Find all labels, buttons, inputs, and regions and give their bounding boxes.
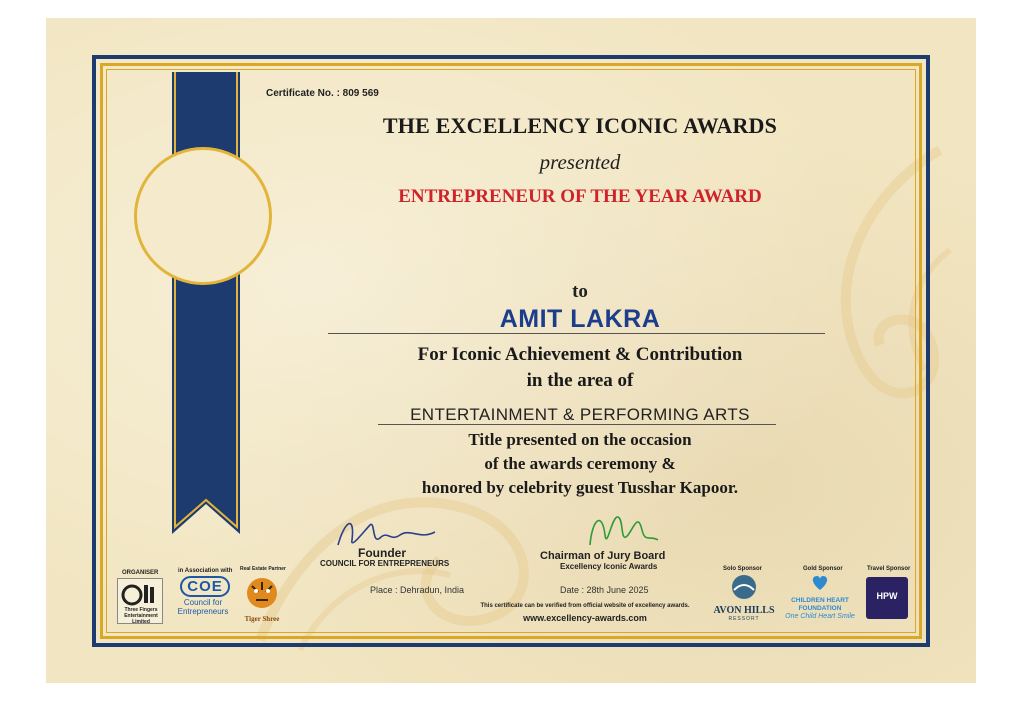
solo-sponsor-label: Solo Sponsor — [723, 566, 762, 572]
association-label: in Association with — [178, 568, 233, 574]
travel-sponsor-label: Travel Sponsor — [867, 566, 911, 572]
achievement-line-1: For Iconic Achievement & Contribution — [417, 344, 743, 365]
place-text: Place : Dehradun, India — [370, 585, 465, 595]
coe-full-name: Council for Entrepreneurs — [177, 598, 229, 616]
coe-short-name: COE — [180, 576, 230, 597]
three-fingers-icon — [118, 581, 162, 607]
hpw-logo — [866, 577, 908, 619]
organiser-label: ORGANISER — [122, 570, 159, 576]
occasion-line-2: of the awards ceremony & — [484, 454, 676, 473]
website-link[interactable]: www.excellency-awards.com — [523, 613, 647, 623]
date-text: Date : 28th June 2025 — [560, 585, 649, 595]
area-underline — [378, 424, 776, 425]
avon-hills-name: AVON HILLS — [713, 605, 775, 616]
chairman-title: Chairman of Jury Board — [540, 550, 666, 562]
ribbon — [172, 72, 240, 534]
award-name: ENTREPRENEUR OF THE YEAR AWARD — [398, 186, 762, 207]
seal-medallion — [134, 147, 272, 285]
recipient-name: AMIT LAKRA — [499, 305, 661, 333]
certificate-number: Certificate No. : 809 569 — [266, 88, 379, 99]
chf-name: CHILDREN HEART FOUNDATION — [791, 597, 849, 612]
founder-organization: COUNCIL FOR ENTREPRENEURS — [320, 559, 450, 568]
avon-hills-logo — [711, 574, 777, 620]
presented-text: presented — [539, 150, 621, 174]
founder-title: Founder — [358, 546, 406, 560]
avon-hills-sub: RESSORT — [728, 616, 760, 622]
children-heart-foundation-logo — [780, 574, 860, 620]
occasion-line-3: honored by celebrity guest Tusshar Kapoor. — [421, 478, 739, 497]
organiser-logo — [117, 578, 163, 624]
chairman-signature — [580, 505, 660, 555]
verification-note: This certificate can be verified from official website of excellency awards. — [480, 603, 690, 609]
certificate-title: THE EXCELLENCY ICONIC AWARDS — [382, 113, 778, 138]
chf-tagline: One Child Heart Smile — [785, 613, 855, 620]
achievement-area: ENTERTAINMENT & PERFORMING ARTS — [410, 405, 750, 424]
heart-icon — [780, 574, 860, 592]
achievement-line-2: in the area of — [526, 370, 634, 391]
real-estate-partner-label: Real Estate Partner — [240, 566, 286, 572]
to-text: to — [572, 281, 588, 302]
hpw-name: HPW — [876, 591, 898, 601]
tiger-shree-logo — [242, 576, 282, 622]
occasion-line-1: Title presented on the occasion — [468, 430, 692, 449]
organiser-name: Three Fingers Entertainment Limited — [124, 607, 158, 625]
coe-logo — [172, 576, 234, 624]
chairman-organization: Excellency Iconic Awards — [560, 562, 658, 571]
gold-sponsor-label: Gold Sponsor — [803, 566, 843, 572]
avon-hills-emblem-icon — [711, 574, 777, 600]
tiger-icon — [242, 576, 282, 610]
tiger-shree-name: Tiger Shree — [244, 615, 280, 623]
recipient-underline — [328, 333, 825, 334]
